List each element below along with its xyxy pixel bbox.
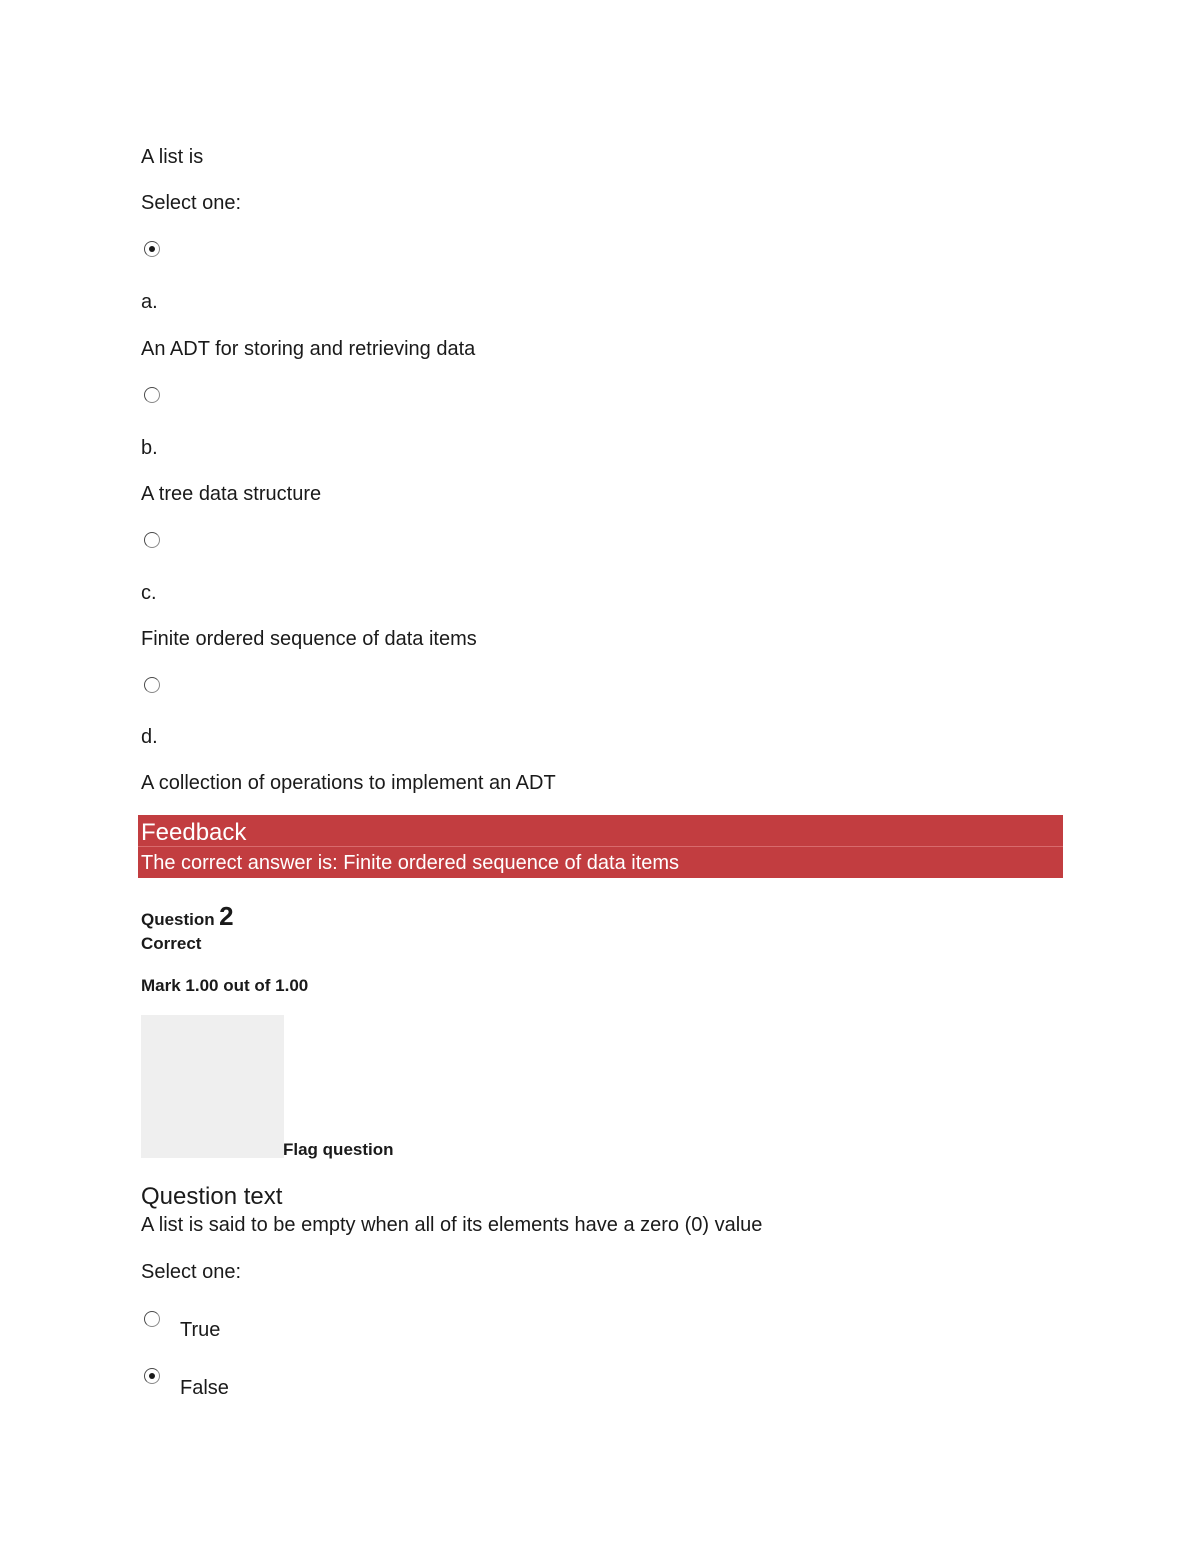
option-c-letter: c. bbox=[141, 582, 157, 604]
question-2-header bbox=[141, 902, 234, 930]
option-d-text[interactable]: A collection of operations to implement an ADT bbox=[141, 772, 556, 794]
feedback-title: Feedback bbox=[141, 819, 247, 846]
question-mark: Mark 1.00 out of 1.00 bbox=[141, 976, 309, 995]
question-1-text: A list is bbox=[141, 146, 204, 168]
question-2-select-label: Select one: bbox=[141, 1261, 242, 1283]
feedback-divider bbox=[138, 846, 1063, 847]
question-2-text: A list is said to be empty when all of its elements have a zero (0) value bbox=[141, 1214, 763, 1236]
option-c-text[interactable]: Finite ordered sequence of data items bbox=[141, 628, 477, 650]
option-a-text[interactable]: An ADT for storing and retrieving data bbox=[141, 338, 476, 360]
question-text-heading: Question text bbox=[141, 1183, 283, 1210]
option-d-radio[interactable] bbox=[144, 677, 160, 693]
option-b-letter: b. bbox=[141, 437, 158, 459]
feedback-panel bbox=[138, 815, 1063, 878]
option-a-letter: a. bbox=[141, 291, 158, 313]
option-a-radio[interactable] bbox=[144, 241, 160, 257]
question-1-select-label: Select one: bbox=[141, 192, 242, 214]
question-state: Correct bbox=[141, 934, 202, 953]
feedback-correct-answer: The correct answer is: Finite ordered sequence of data items bbox=[141, 852, 680, 874]
option-b-radio[interactable] bbox=[144, 387, 160, 403]
option-c-radio[interactable] bbox=[144, 532, 160, 548]
option-true-label[interactable]: True bbox=[180, 1319, 221, 1341]
option-false-radio[interactable] bbox=[144, 1368, 160, 1384]
question-number: 2 bbox=[219, 901, 234, 931]
option-true-radio[interactable] bbox=[144, 1311, 160, 1327]
option-false-label[interactable]: False bbox=[180, 1377, 229, 1399]
question-label: Question bbox=[141, 910, 215, 929]
option-d-letter: d. bbox=[141, 726, 158, 748]
flag-icon[interactable] bbox=[141, 1015, 284, 1158]
option-b-text[interactable]: A tree data structure bbox=[141, 483, 322, 505]
flag-question-link[interactable]: Flag question bbox=[283, 1140, 394, 1159]
